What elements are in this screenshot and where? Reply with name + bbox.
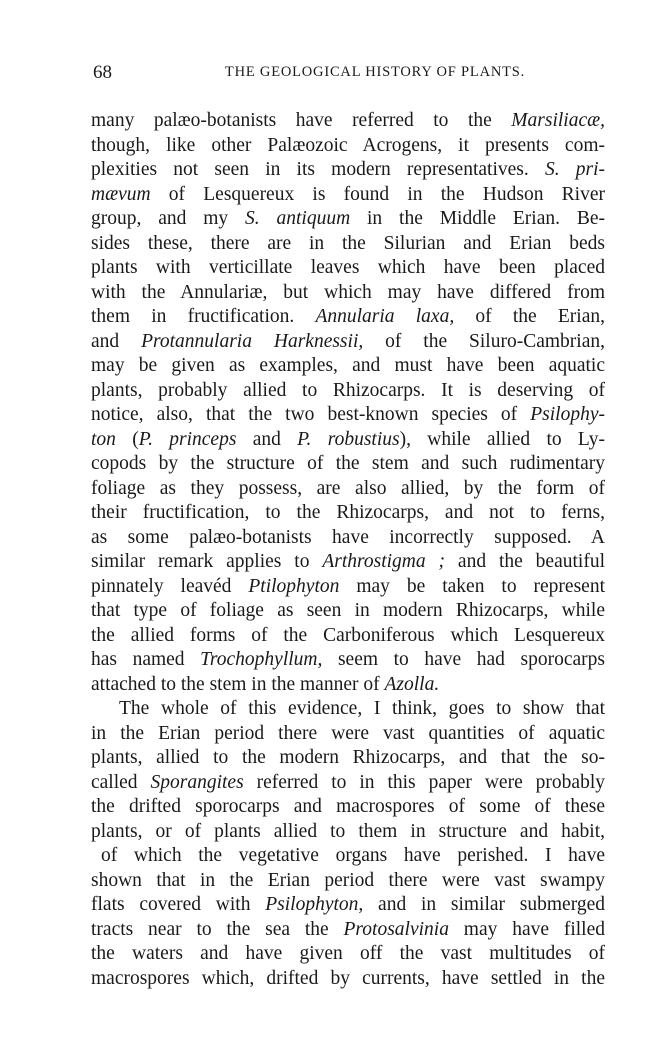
text-line: notice, also, that the two best-known species of Psilophy- <box>91 404 605 425</box>
text-line: them in fructification. Annularia laxa, of the Erian, <box>91 306 605 327</box>
text-line: shown that in the Erian period there were vast swampy <box>91 869 605 891</box>
text-line: in the Erian period there were vast quantities of aquatic <box>91 722 605 744</box>
text-line: many palæo-botanists have referred to the Marsiliacæ, <box>91 110 605 131</box>
text-line: copods by the structure of the stem and such rudimentary <box>91 453 605 474</box>
text-line: ton (P. princeps and P. robustius), while allied to Ly- <box>91 428 605 450</box>
running-title: THE GEOLOGICAL HISTORY OF PLANTS. <box>224 64 526 80</box>
page-number: 68 <box>93 62 112 83</box>
text-line: as some palæo-botanists have incorrectly supposed. A <box>91 526 605 548</box>
text-line: their fructification, to the Rhizocarps, and not to ferns, <box>91 502 605 523</box>
text-line: flats covered with Psilophyton, and in similar submerged <box>91 894 605 915</box>
text-line: and Protannularia Harknessii, of the Siluro-Cambrian, <box>91 330 605 352</box>
page-header <box>93 62 605 86</box>
text-line: the drifted sporocarps and macrospores of some of these <box>91 796 605 817</box>
text-line: has named Trochophyllum, seem to have had sporocarps <box>91 649 605 670</box>
text-line: sides these, there are in the Silurian and Erian beds <box>91 232 605 254</box>
text-line: plants with verticillate leaves which have been placed <box>91 257 605 278</box>
text-line: called Sporangites referred to in this paper were probably <box>91 771 605 793</box>
text-line: macrospores which, drifted by currents, have settled in the <box>91 967 605 989</box>
text-line: plants, or of plants allied to them in structure and habit, <box>91 820 605 842</box>
text-line: with the Annulariæ, but which may have differed from <box>91 281 605 303</box>
text-line: the allied forms of the Carboniferous which Lesquereux <box>91 624 605 646</box>
text-line: the waters and have given off the vast multitudes of <box>91 943 605 964</box>
text-line: foliage as they possess, are also allied, by the form of <box>91 477 605 499</box>
text-line: group, and my S. antiquum in the Middle Erian. Be- <box>91 208 605 229</box>
text-line: though, like other Palæozoic Acrogens, it presents com- <box>91 134 605 156</box>
text-line: plexities not seen in its modern representatives. S. pri- <box>91 159 605 180</box>
text-line: plants, probably allied to Rhizocarps. It is deserving of <box>91 379 605 401</box>
text-line: mævum of Lesquereux is found in the Hudson River <box>91 183 605 205</box>
text-line: The whole of this evidence, I think, goes to show that <box>119 698 605 719</box>
text-line: plants, allied to the modern Rhizocarps, and that the so- <box>91 747 605 768</box>
body-text <box>91 109 605 991</box>
text-line: pinnately leavéd Ptilophyton may be taken to represent <box>91 575 605 597</box>
text-line: that type of foliage as seen in modern Rhizocarps, while <box>91 600 605 621</box>
text-line: of which the vegetative organs have perished. I have <box>101 845 605 866</box>
text-line: may be given as examples, and must have been aquatic <box>91 355 605 376</box>
text-line: attached to the stem in the manner of Azolla. <box>91 673 440 695</box>
text-line: similar remark applies to Arthrostigma ; and the beautiful <box>91 551 605 572</box>
text-line: tracts near to the sea the Protosalvinia may have filled <box>91 918 605 940</box>
